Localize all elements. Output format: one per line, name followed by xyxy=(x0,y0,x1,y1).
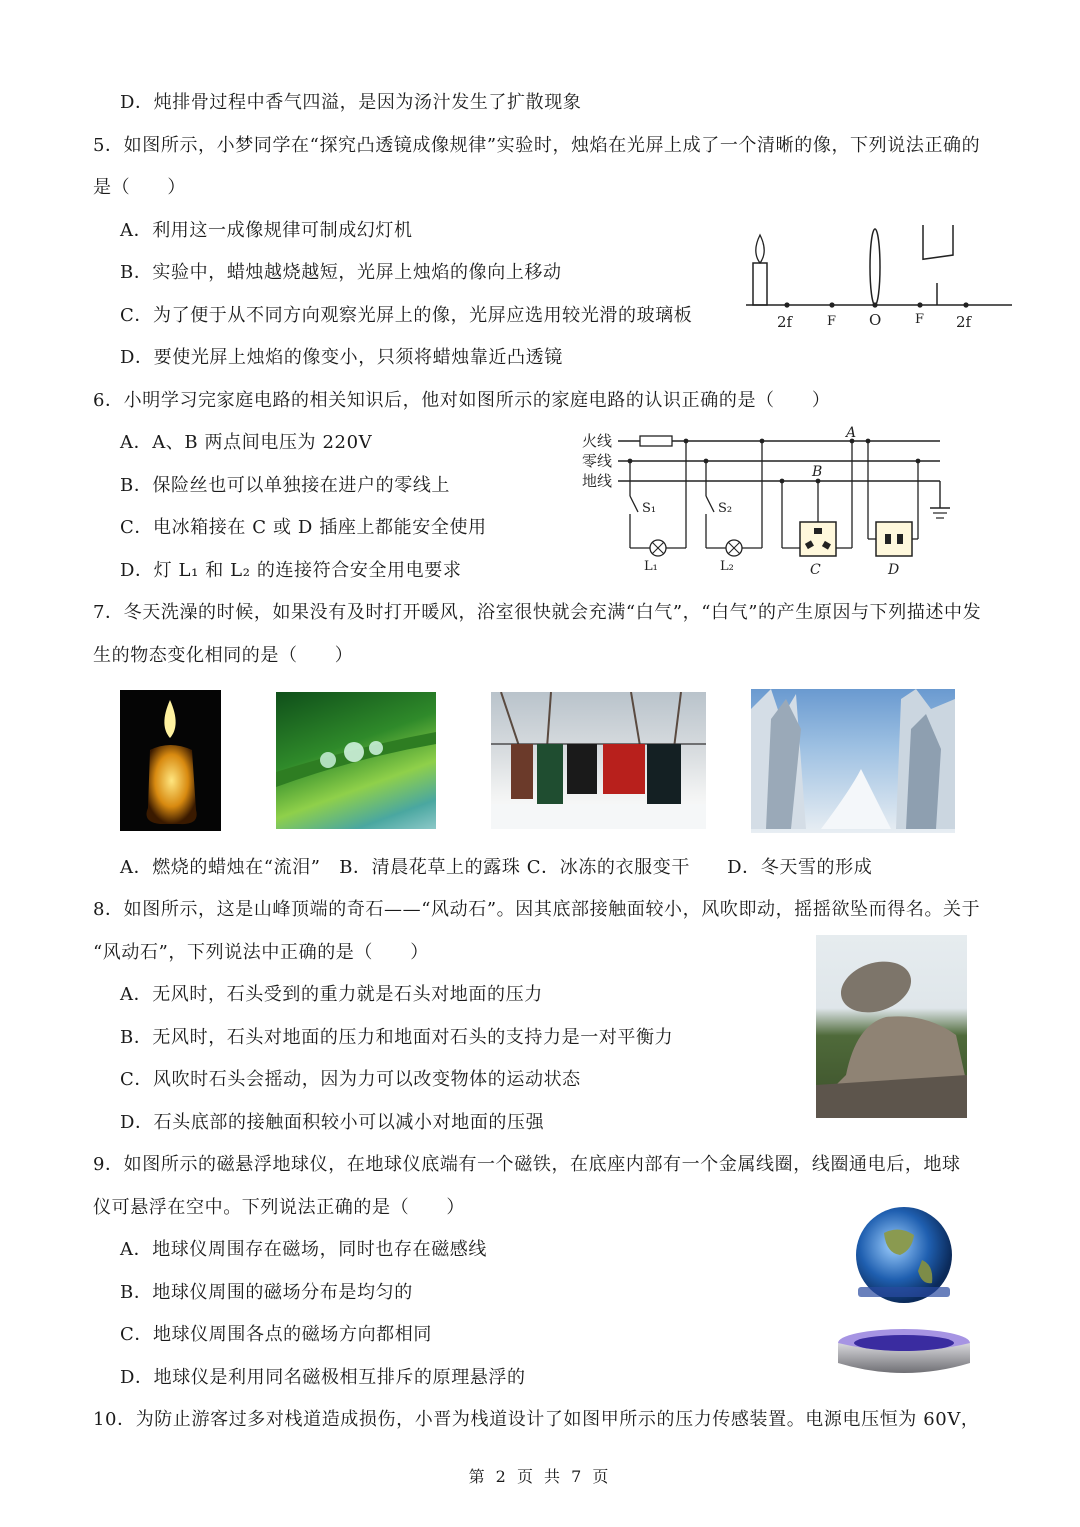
socket-c-label: C xyxy=(810,562,821,578)
q10-stem: 10．为防止游客过多对栈道造成损伤，小晋为栈道设计了如图甲所示的压力传感装置。电源电压恒为 60V， xyxy=(93,1409,980,1430)
lens-label-o: O xyxy=(869,311,882,329)
point-a-label: A xyxy=(846,425,857,441)
q9-option-a: A．地球仪周围存在磁场，同时也存在磁感线 xyxy=(120,1239,487,1260)
q6-option-a: A．A、B 两点间电压为 220V xyxy=(120,432,373,453)
q6-option-d: D．灯 L₁ 和 L₂ 的连接符合安全用电要求 xyxy=(120,560,462,581)
socket-c-icon xyxy=(800,522,836,556)
lens-label-f-left: F xyxy=(827,314,837,329)
household-circuit-figure xyxy=(578,422,958,582)
lens-label-2f-right: 2f xyxy=(956,313,972,331)
frozen-clothes-photo xyxy=(491,692,706,829)
flame-icon xyxy=(756,235,764,263)
page-footer: 第 2 页 共 7 页 xyxy=(468,1467,612,1486)
q5-option-a: A．利用这一成像规律可制成幻灯机 xyxy=(120,220,413,241)
q7-stem-line2: 生的物态变化相同的是（ ） xyxy=(93,645,354,666)
levitating-globe-photo xyxy=(834,1205,974,1380)
snow-forest-photo xyxy=(751,689,955,833)
q5-option-c: C．为了便于从不同方向观察光屏上的像，光屏应选用较光滑的玻璃板 xyxy=(120,305,693,326)
q9-option-d: D．地球仪是利用同名磁极相互排斥的原理悬浮的 xyxy=(120,1367,526,1388)
q9-option-c: C．地球仪周围各点的磁场方向都相同 xyxy=(120,1324,432,1345)
q5-stem-line2: 是（ ） xyxy=(93,177,186,198)
q7-stem-line1: 7．冬天洗澡的时候，如果没有及时打开暖风，浴室很快就会充满“白气”，“白气”的产生原因与下列描述中发 xyxy=(93,602,982,623)
q8-stem-line2: “风动石”，下列说法中正确的是（ ） xyxy=(93,942,429,963)
lens-icon xyxy=(870,229,880,305)
socket-d-label: D xyxy=(888,562,900,578)
fuse-icon xyxy=(640,436,672,446)
lens-label-f-right: F xyxy=(915,312,925,327)
switch-s1-label: S₁ xyxy=(642,501,657,516)
neutral-wire-label: 零线 xyxy=(582,452,613,470)
candle-icon xyxy=(753,263,767,305)
burning-candle-photo xyxy=(120,690,221,831)
q6-stem: 6．小明学习完家庭电路的相关知识后，他对如图所示的家庭电路的认识正确的是（ ） xyxy=(93,390,831,411)
q8-stem-line1: 8．如图所示，这是山峰顶端的奇石——“风动石”。因其底部接触面较小，风吹即动，摇摇欲坠而得名。关于 xyxy=(93,899,981,920)
q8-option-b: B．无风时，石头对地面的压力和地面对石头的支持力是一对平衡力 xyxy=(120,1027,674,1048)
q9-stem-line2: 仪可悬浮在空中。下列说法正确的是（ ） xyxy=(93,1197,465,1218)
switch-s1-icon xyxy=(630,496,638,512)
q5-option-b: B．实验中，蜡烛越烧越短，光屏上烛焰的像向上移动 xyxy=(120,262,562,283)
q5-option-d: D．要使光屏上烛焰的像变小，只须将蜡烛靠近凸透镜 xyxy=(120,347,563,368)
switch-s2-label: S₂ xyxy=(718,501,733,516)
socket-d-icon xyxy=(876,522,912,556)
lamp-l1-label: L₁ xyxy=(644,559,658,574)
ground-wire-label: 地线 xyxy=(582,472,613,490)
live-wire-label: 火线 xyxy=(582,432,613,450)
q4-option-d: D．炖排骨过程中香气四溢，是因为汤汁发生了扩散现象 xyxy=(120,92,582,113)
wind-stone-photo xyxy=(816,935,967,1118)
screen-icon xyxy=(923,225,953,259)
q6-option-c: C．电冰箱接在 C 或 D 插座上都能安全使用 xyxy=(120,517,487,538)
q6-option-b: B．保险丝也可以单独接在进户的零线上 xyxy=(120,475,451,496)
point-b-label: B xyxy=(812,464,823,480)
lamp-l2-label: L₂ xyxy=(720,559,734,574)
q9-stem-line1: 9．如图所示的磁悬浮地球仪，在地球仪底端有一个磁铁，在底座内部有一个金属线圈，线圈通电后，地球 xyxy=(93,1154,961,1175)
q7-options: A．燃烧的蜡烛在“流泪” B．清晨花草上的露珠 C．冰冻的衣服变干 D．冬天雪的形成 xyxy=(120,857,873,878)
lens-experiment-figure xyxy=(740,225,1020,335)
switch-s2-icon xyxy=(706,496,714,512)
q8-option-d: D．石头底部的接触面积较小可以减小对地面的压强 xyxy=(120,1112,545,1133)
q8-option-c: C．风吹时石头会摇动，因为力可以改变物体的运动状态 xyxy=(120,1069,581,1090)
lens-label-2f-left: 2f xyxy=(777,313,793,331)
dewdrops-photo xyxy=(276,692,436,829)
q9-option-b: B．地球仪周围的磁场分布是均匀的 xyxy=(120,1282,413,1303)
q8-option-a: A．无风时，石头受到的重力就是石头对地面的压力 xyxy=(120,984,543,1005)
q5-stem-line1: 5．如图所示，小梦同学在“探究凸透镜成像规律”实验时，烛焰在光屏上成了一个清晰的像，下列说法正确的 xyxy=(93,135,981,156)
